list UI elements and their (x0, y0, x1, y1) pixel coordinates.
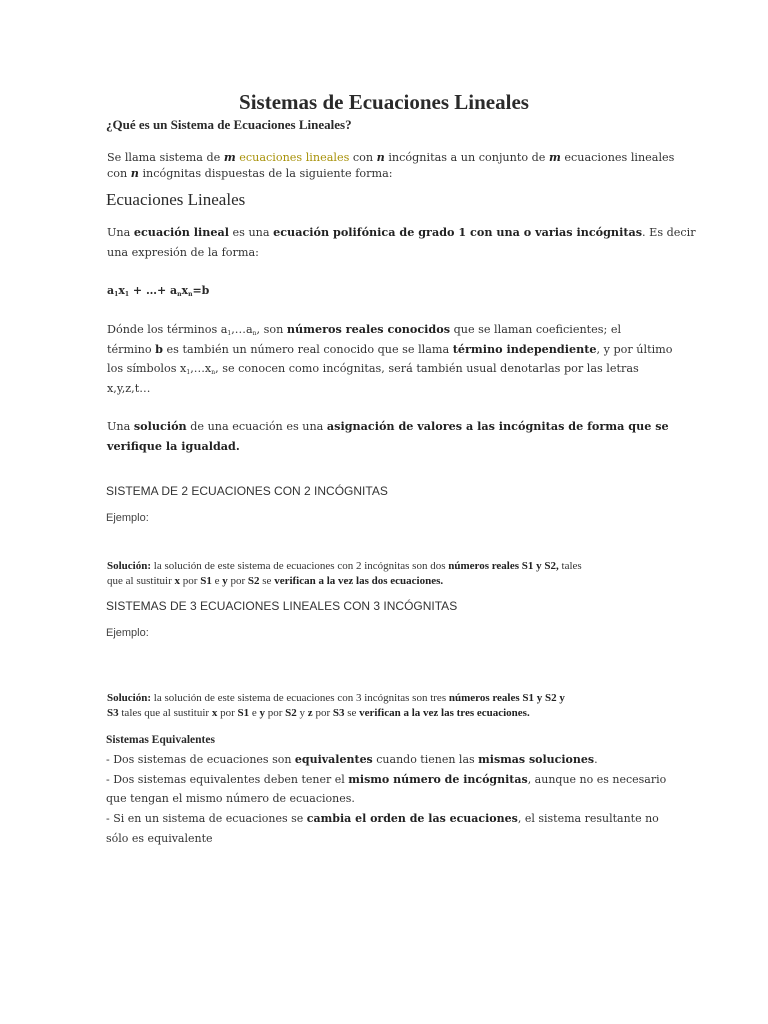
linear-equation-formula: $a_1x_1$ + …+ $a_nx_n=b$ (107, 284, 210, 298)
intro-line-2: con n incógnitas dispuestas de la siguiente forma: (107, 166, 393, 180)
sys2-solution-line-1: Solución: la solución de este sistema de ecuaciones con 2 incógnitas son dos números reales S1 y S2, tales (107, 560, 582, 572)
solution-def-line-2: verifique la igualdad. (107, 439, 240, 453)
sys3-heading: SISTEMAS DE 3 ECUACIONES LINEALES CON 3 INCÓGNITAS (106, 599, 458, 613)
terms-line-2: término b es también un número real conocido que se llama término independiente, y por último (107, 342, 673, 356)
definition-line-1: Una ecuación lineal es una ecuación polifónica de grado 1 con una o varias incógnitas. Es decir (107, 225, 696, 239)
equivalent-bullet-1: - Dos sistemas de ecuaciones son equivalentes cuando tienen las mismas soluciones. (106, 753, 598, 766)
sys3-solution-line-2: S3 tales que al sustituir x por S1 e y por S2 y z por S3 se verifican a la vez las tres ecuaciones. (107, 707, 530, 719)
terms-line-1: Dónde los términos $a_1,\dots a_n$, son números reales conocidos que se llaman coeficientes; el (107, 322, 622, 337)
section-heading: Ecuaciones Lineales (106, 190, 246, 209)
sys3-solution-line-1: Solución: la solución de este sistema de ecuaciones con 3 incógnitas son tres números reales S1 y S2 y (107, 692, 565, 704)
definition-line-2: una expresión de la forma: (107, 246, 259, 259)
sys2-heading: SISTEMA DE 2 ECUACIONES CON 2 INCÓGNITAS (106, 484, 388, 498)
equivalent-bullet-3: - Si en un sistema de ecuaciones se cambia el orden de las ecuaciones, el sistema resultante no (106, 812, 659, 825)
sys2-example-label: Ejemplo: (106, 512, 149, 524)
terms-line-4: x,y,z,t… (107, 382, 151, 395)
equivalent-heading: Sistemas Equivalentes (106, 734, 215, 746)
sys2-solution-line-2: que al sustituir x por S1 e y por S2 se verifican a la vez las dos ecuaciones. (107, 575, 444, 587)
equivalent-bullet-2: - Dos sistemas equivalentes deben tener el mismo número de incógnitas, aunque no es necesario (106, 773, 667, 786)
intro-line-1: Se llama sistema de m ecuaciones lineales con n incógnitas a un conjunto de m ecuaciones lineales (107, 150, 675, 164)
solution-def-line-1: Una solución de una ecuación es una asignación de valores a las incógnitas de forma que se (107, 419, 669, 433)
equivalent-bullet-3-cont: sólo es equivalente (106, 832, 213, 845)
ecuaciones-lineales-link[interactable]: ecuaciones lineales (239, 151, 350, 164)
document-title: Sistemas de Ecuaciones Lineales (239, 90, 529, 114)
sys3-example-label: Ejemplo: (106, 627, 149, 639)
question-subtitle: ¿Qué es un Sistema de Ecuaciones Lineales? (106, 117, 352, 132)
terms-line-3: los símbolos $x_1,\dots x_n$, se conocen como incógnitas, será también usual denotarlas por las letras (107, 362, 639, 376)
equivalent-bullet-2-cont: que tengan el mismo número de ecuaciones. (106, 792, 355, 805)
